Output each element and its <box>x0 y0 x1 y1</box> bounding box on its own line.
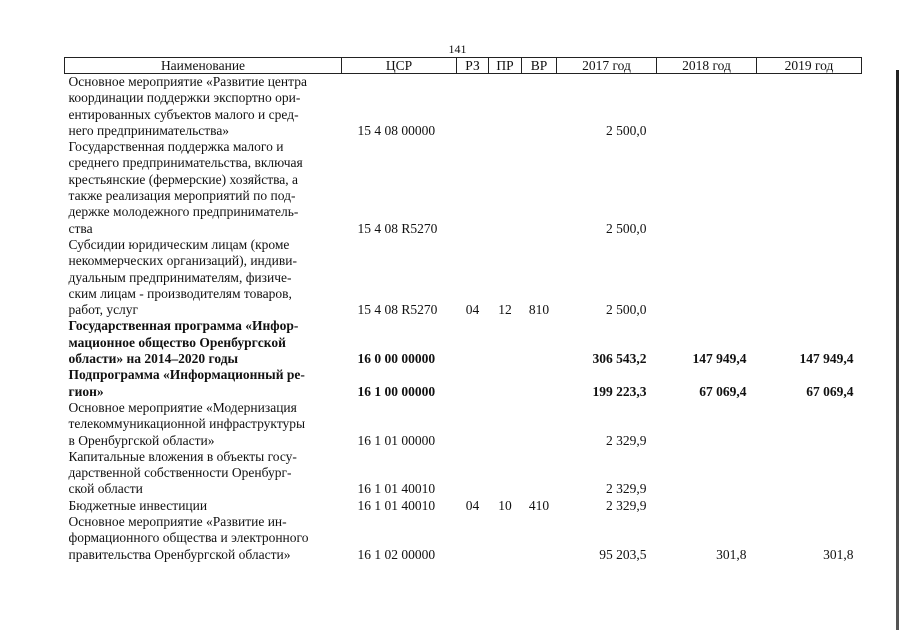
header-2018: 2018 год <box>657 58 757 74</box>
row-name <box>65 139 342 237</box>
row-csr: 16 1 00 00000 <box>357 383 436 399</box>
row-name <box>65 74 342 140</box>
row-name <box>65 318 342 367</box>
row-name <box>65 237 342 318</box>
row-vr <box>522 367 557 400</box>
row-rz <box>457 139 489 237</box>
row-2017: 2 329,9 <box>606 432 647 448</box>
row-2019 <box>757 74 862 140</box>
row-2018: 67 069,4 <box>699 383 747 399</box>
row-csr: 15 4 08 R5270 <box>357 302 438 318</box>
row-csr: 16 0 00 00000 <box>357 351 436 367</box>
row-csr: 16 1 01 00000 <box>357 432 436 448</box>
row-pr <box>489 367 522 400</box>
row-2018 <box>657 498 757 514</box>
row-name-line: Основное мероприятие «Развитие центра <box>68 74 307 89</box>
row-vr: 810 <box>528 302 550 318</box>
row-name-line: дарственной собственности Оренбург- <box>68 465 292 481</box>
row-vr <box>522 514 557 563</box>
row-name-line: также реализация мероприятий по под- <box>68 188 296 204</box>
table-body <box>65 74 862 563</box>
row-csr: 15 4 08 00000 <box>357 122 436 138</box>
row-name-line: некоммерческих организаций), индиви- <box>68 253 297 269</box>
row-name-line: Государственная программа «Инфор- <box>68 318 299 334</box>
row-name-line: формационного общества и электронного <box>68 530 309 546</box>
row-name-line: дуальным предпринимателям, физиче- <box>68 269 292 285</box>
header-2019: 2019 год <box>757 58 862 74</box>
row-rz <box>457 367 489 400</box>
row-name-line: координации поддержки экспортно ори- <box>68 90 301 106</box>
row-rz <box>457 400 489 449</box>
row-vr <box>522 139 557 237</box>
row-name-line: ства <box>68 220 93 236</box>
row-vr <box>522 74 557 140</box>
scan-edge <box>896 70 899 630</box>
header-vr: ВР <box>522 58 557 74</box>
row-name-line: гион» <box>68 383 104 399</box>
row-vr <box>522 400 557 449</box>
header-pr: ПР <box>489 58 522 74</box>
row-rz <box>457 514 489 563</box>
row-pr <box>489 400 522 449</box>
row-2017: 199 223,3 <box>592 383 647 399</box>
row-pr: 10 <box>498 497 512 513</box>
row-2019 <box>757 498 862 514</box>
row-rz <box>457 449 489 498</box>
row-2017: 95 203,5 <box>599 546 647 562</box>
row-pr <box>489 318 522 367</box>
row-2019: 301,8 <box>823 546 854 562</box>
row-2017: 306 543,2 <box>592 351 647 367</box>
row-name-line: среднего предпринимательства, включая <box>68 155 303 171</box>
row-rz <box>457 318 489 367</box>
row-2018 <box>657 400 757 449</box>
row-rz: 04 <box>465 497 480 513</box>
row-rz: 04 <box>465 302 480 318</box>
row-2017: 2 500,0 <box>606 302 647 318</box>
header-2017: 2017 год <box>557 58 657 74</box>
row-name-line: работ, услуг <box>68 302 139 318</box>
row-name-line: крестьянские (фермерские) хозяйства, а <box>68 171 299 187</box>
row-2017: 2 500,0 <box>606 220 647 236</box>
row-2018 <box>657 139 757 237</box>
row-name-line: Основное мероприятие «Развитие ин- <box>68 514 287 530</box>
table-row <box>65 498 862 514</box>
table-row <box>65 318 862 367</box>
row-2019: 147 949,4 <box>799 351 854 367</box>
row-2017: 2 500,0 <box>606 122 647 138</box>
row-name-line: ской области <box>68 481 143 497</box>
page-number: 141 <box>448 42 467 56</box>
row-pr <box>489 449 522 498</box>
row-2018 <box>657 449 757 498</box>
row-csr: 16 1 01 40010 <box>357 497 436 513</box>
row-csr: 16 1 01 40010 <box>357 481 436 497</box>
table-row <box>65 237 862 318</box>
row-csr: 16 1 02 00000 <box>357 546 436 562</box>
row-2019 <box>757 400 862 449</box>
row-vr <box>522 318 557 367</box>
row-rz <box>457 74 489 140</box>
table-row <box>65 74 862 140</box>
row-name-line: Государственная поддержка малого и <box>68 139 284 155</box>
header-rz: РЗ <box>457 58 489 74</box>
row-name-line: правительства Оренбургской области» <box>68 546 291 562</box>
table-row <box>65 449 862 498</box>
row-vr <box>522 449 557 498</box>
row-name-line: Субсидии юридическим лицам (кроме <box>68 236 290 252</box>
table-row <box>65 367 862 400</box>
row-name-line: в Оренбургской области» <box>68 432 215 448</box>
row-name-line: Капитальные вложения в объекты госу- <box>68 448 297 464</box>
row-name-line: него предпринимательства» <box>68 122 230 138</box>
row-name-line: ентированных субъектов малого и сред- <box>68 106 299 122</box>
row-2019 <box>757 449 862 498</box>
row-pr <box>489 139 522 237</box>
row-name <box>65 400 342 449</box>
row-vr: 410 <box>528 497 550 513</box>
row-name-line: мационное общество Оренбургской <box>68 334 286 350</box>
table-row <box>65 139 862 237</box>
table-header <box>65 58 862 74</box>
row-name <box>65 498 342 514</box>
row-2019 <box>757 237 862 318</box>
row-name-line: Основное мероприятие «Модернизация <box>68 399 297 415</box>
header-name: Наименование <box>65 58 342 74</box>
row-name <box>65 449 342 498</box>
row-name-line: держке молодежного предприниматель- <box>68 204 299 220</box>
row-csr: 15 4 08 R5270 <box>357 220 438 236</box>
row-2017: 2 329,9 <box>606 481 647 497</box>
table-row <box>65 400 862 449</box>
row-pr <box>489 514 522 563</box>
row-2018: 147 949,4 <box>692 351 747 367</box>
row-2019: 67 069,4 <box>806 383 854 399</box>
header-csr: ЦСР <box>342 58 457 74</box>
table-row <box>65 514 862 563</box>
row-name <box>65 514 342 563</box>
row-2017: 2 329,9 <box>606 497 647 513</box>
row-name-line: телекоммуникационной инфраструктуры <box>68 416 306 432</box>
row-pr <box>489 74 522 140</box>
row-name-line: Бюджетные инвестиции <box>68 497 208 513</box>
row-2018: 301,8 <box>716 546 747 562</box>
row-name-line: Подпрограмма «Информационный ре- <box>68 367 305 383</box>
row-name-line: ским лицам - производителям товаров, <box>68 285 292 301</box>
row-name <box>65 367 342 400</box>
budget-table <box>64 57 862 563</box>
row-2019 <box>757 139 862 237</box>
row-pr: 12 <box>498 302 512 318</box>
row-name-line: области» на 2014–2020 годы <box>68 351 239 367</box>
row-2018 <box>657 74 757 140</box>
row-2018 <box>657 237 757 318</box>
